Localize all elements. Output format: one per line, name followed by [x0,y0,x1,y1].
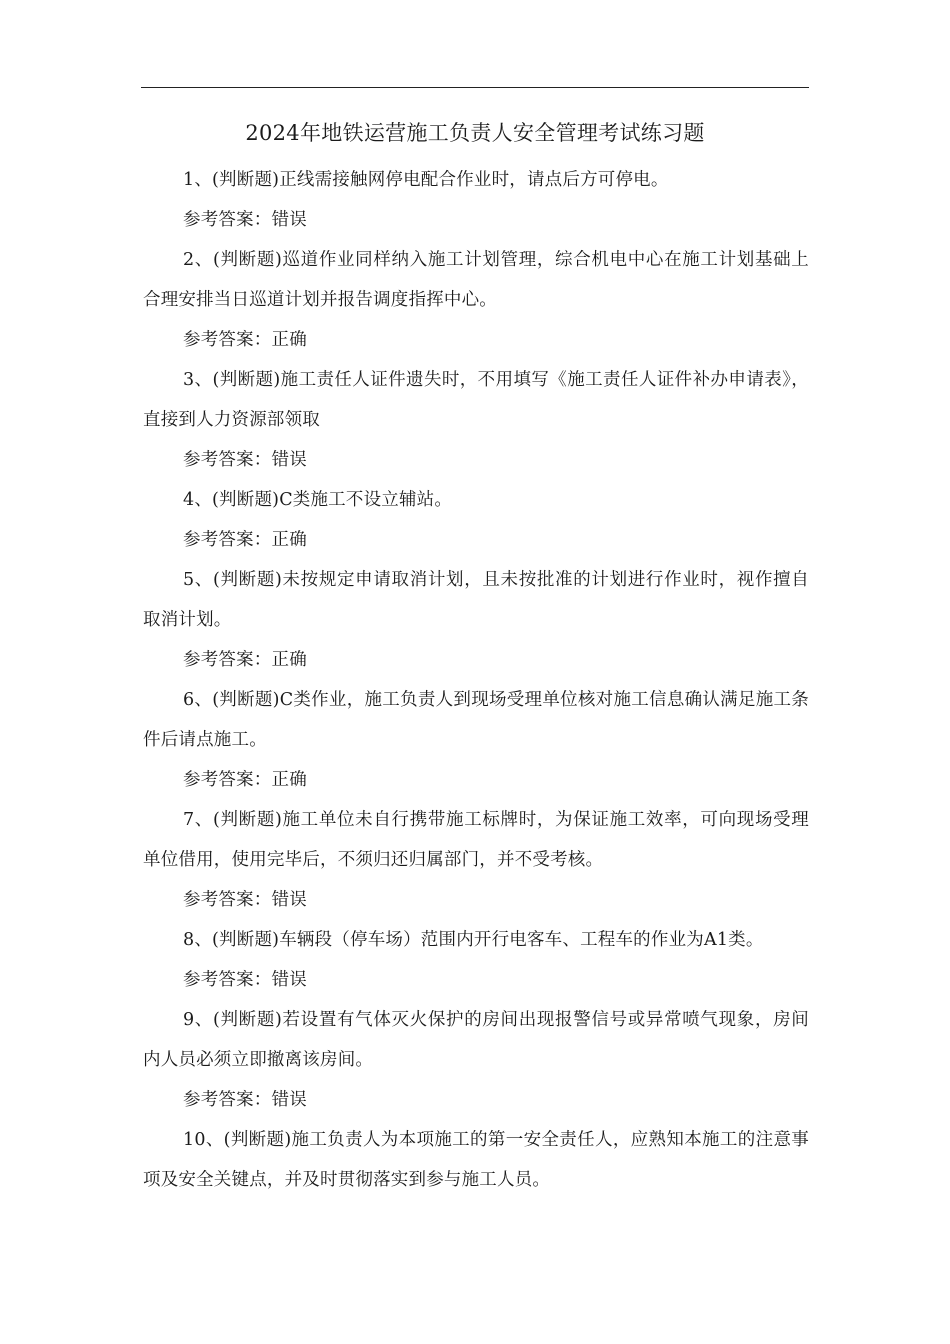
answer-line [143,520,809,560]
answer-line [143,1080,809,1120]
answer-value: 错误 [271,890,307,910]
question-text: 10、(判断题)施工负责人为本项施工的第一安全责任人，应熟知本施工的注意事项及安全关键点，并及时贯彻落实到参与施工人员。 [143,1130,809,1190]
answer-line [143,880,809,920]
header-rule [141,87,809,88]
answer-value: 错误 [271,970,307,990]
answer-label: 参考答案： [183,650,272,670]
answer-label: 参考答案： [183,970,272,990]
question-text: 4、(判断题)C类施工不设立辅站。 [183,490,453,510]
question-text: 3、(判断题)施工责任人证件遗失时，不用填写《施工责任人证件补办申请表》，直接到人力资源部领取 [143,370,809,430]
answer-value: 正确 [271,650,307,670]
answer-value: 错误 [271,210,307,230]
question-list [143,160,809,1200]
answer-line [143,200,809,240]
answer-line [143,960,809,1000]
answer-value: 错误 [271,1090,307,1110]
answer-line [143,760,809,800]
answer-value: 正确 [271,770,307,790]
answer-line [143,640,809,680]
answer-label: 参考答案： [183,1090,272,1110]
answer-label: 参考答案： [183,770,272,790]
answer-label: 参考答案： [183,330,272,350]
answer-value: 正确 [271,530,307,550]
answer-label: 参考答案： [183,450,272,470]
answer-label: 参考答案： [183,530,272,550]
answer-line [143,440,809,480]
document-title: 2024年地铁运营施工负责人安全管理考试练习题 [245,121,705,145]
question-text: 7、(判断题)施工单位未自行携带施工标牌时，为保证施工效率，可向现场受理单位借用，使用完毕后，不须归还归属部门，并不受考核。 [143,810,809,870]
answer-value: 正确 [271,330,307,350]
answer-value: 错误 [271,450,307,470]
question-text: 5、(判断题)未按规定申请取消计划，且未按批准的计划进行作业时，视作擅自取消计划。 [143,570,809,630]
answer-label: 参考答案： [183,890,272,910]
answer-label: 参考答案： [183,210,272,230]
question-text: 6、(判断题)C类作业，施工负责人到现场受理单位核对施工信息确认满足施工条件后请点施工。 [143,690,809,750]
answer-line [143,320,809,360]
question-text: 8、(判断题)车辆段（停车场）范围内开行电客车、工程车的作业为A1类。 [183,930,764,950]
question-text: 1、(判断题)正线需接触网停电配合作业时，请点后方可停电。 [183,170,669,190]
question-text: 2、(判断题)巡道作业同样纳入施工计划管理，综合机电中心在施工计划基础上合理安排当日巡道计划并报告调度指挥中心。 [143,250,809,310]
question-text: 9、(判断题)若设置有气体灭火保护的房间出现报警信号或异常喷气现象，房间内人员必须立即撤离该房间。 [143,1010,809,1070]
